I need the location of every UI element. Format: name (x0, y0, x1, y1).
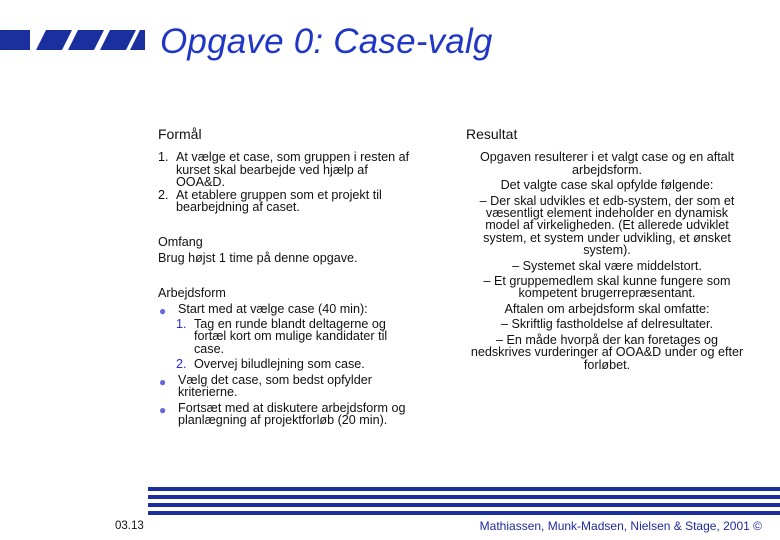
resultat-dash-item: – En måde hvorpå der kan foretages og nedskrives vurderinger af OOA&D under og efter forløbet. (470, 332, 744, 372)
resultat-text: Aftalen om arbejdsform skal omfatte: (504, 301, 710, 316)
formaal-item (158, 189, 418, 214)
omfang-text: Brug højst 1 time på denne opgave. (158, 250, 358, 265)
formaal-item (158, 151, 418, 188)
sub-item (176, 318, 418, 355)
page-number: 03.13 (115, 520, 144, 532)
formaal-item-number: 2. (158, 187, 169, 202)
resultat-text: Opgaven resulterer i et valgt case og en aftalt arbejdsform. (479, 150, 735, 177)
bullet-dot-icon: ● (159, 374, 167, 389)
right-column (462, 128, 752, 371)
left-column (158, 128, 418, 426)
arbejdsform-heading: Arbejdsform (158, 286, 226, 301)
footer-stripes (148, 487, 780, 517)
bullet-text: Fortsæt med at diskutere arbejdsform og planlægning af projektforløb (20 min). (178, 400, 406, 427)
bullet-item (158, 301, 418, 318)
resultat-dash-item: – Systemet skal være middelstort. (512, 258, 702, 273)
sub-item (176, 358, 418, 370)
slide-title: Opgave 0: Case-valg (160, 22, 493, 61)
bullet-dot-icon: ● (159, 303, 167, 318)
bullet-dot-icon: ● (159, 402, 167, 417)
formaal-heading: Formål (158, 126, 202, 142)
bullet-item (158, 402, 418, 427)
resultat-dash-item: – Der skal udvikles et edb-system, der som et væsentligt element indeholder en dynamisk model af virkeligheden. (Et allerede udviklet system, et system under udvikling, et ønsket system). (479, 193, 735, 258)
resultat-heading: Resultat (466, 126, 518, 142)
formaal-list (158, 151, 418, 213)
resultat-text: Det valgte case skal opfylde følgende: (500, 178, 714, 193)
omfang-heading: Omfang (158, 235, 203, 250)
formaal-item-number: 1. (158, 150, 169, 165)
resultat-dash-item: – Skriftlig fastholdelse af delresultater. (500, 317, 714, 332)
footer-credit: Mathiassen, Munk-Madsen, Nielsen & Stage, 2001 © (479, 519, 762, 533)
sub-item-number: 1. (176, 317, 187, 332)
resultat-dash-item: – Et gruppemedlem skal kunne fungere som kompetent brugerrepræsentant. (483, 274, 731, 301)
sub-item-text: Overvej biludlejning som case. (194, 357, 365, 372)
formaal-item-text: At vælge et case, som gruppen i resten af kurset skal bearbejde ved hjælp af OOA&D. (176, 150, 410, 190)
formaal-item-text: At etablere gruppen som et projekt til bearbejdning af caset. (176, 187, 382, 215)
bullet-text: Start med at vælge case (40 min): (178, 301, 368, 316)
bullet-item (158, 374, 418, 399)
logo-bars (0, 27, 145, 54)
sub-item-number: 2. (176, 357, 187, 372)
bullet-text: Vælg det case, som bedst opfylder kriterierne. (178, 372, 372, 400)
sub-item-text: Tag en runde blandt deltagerne og fortæl kort om mulige kandidater til case. (194, 317, 388, 356)
